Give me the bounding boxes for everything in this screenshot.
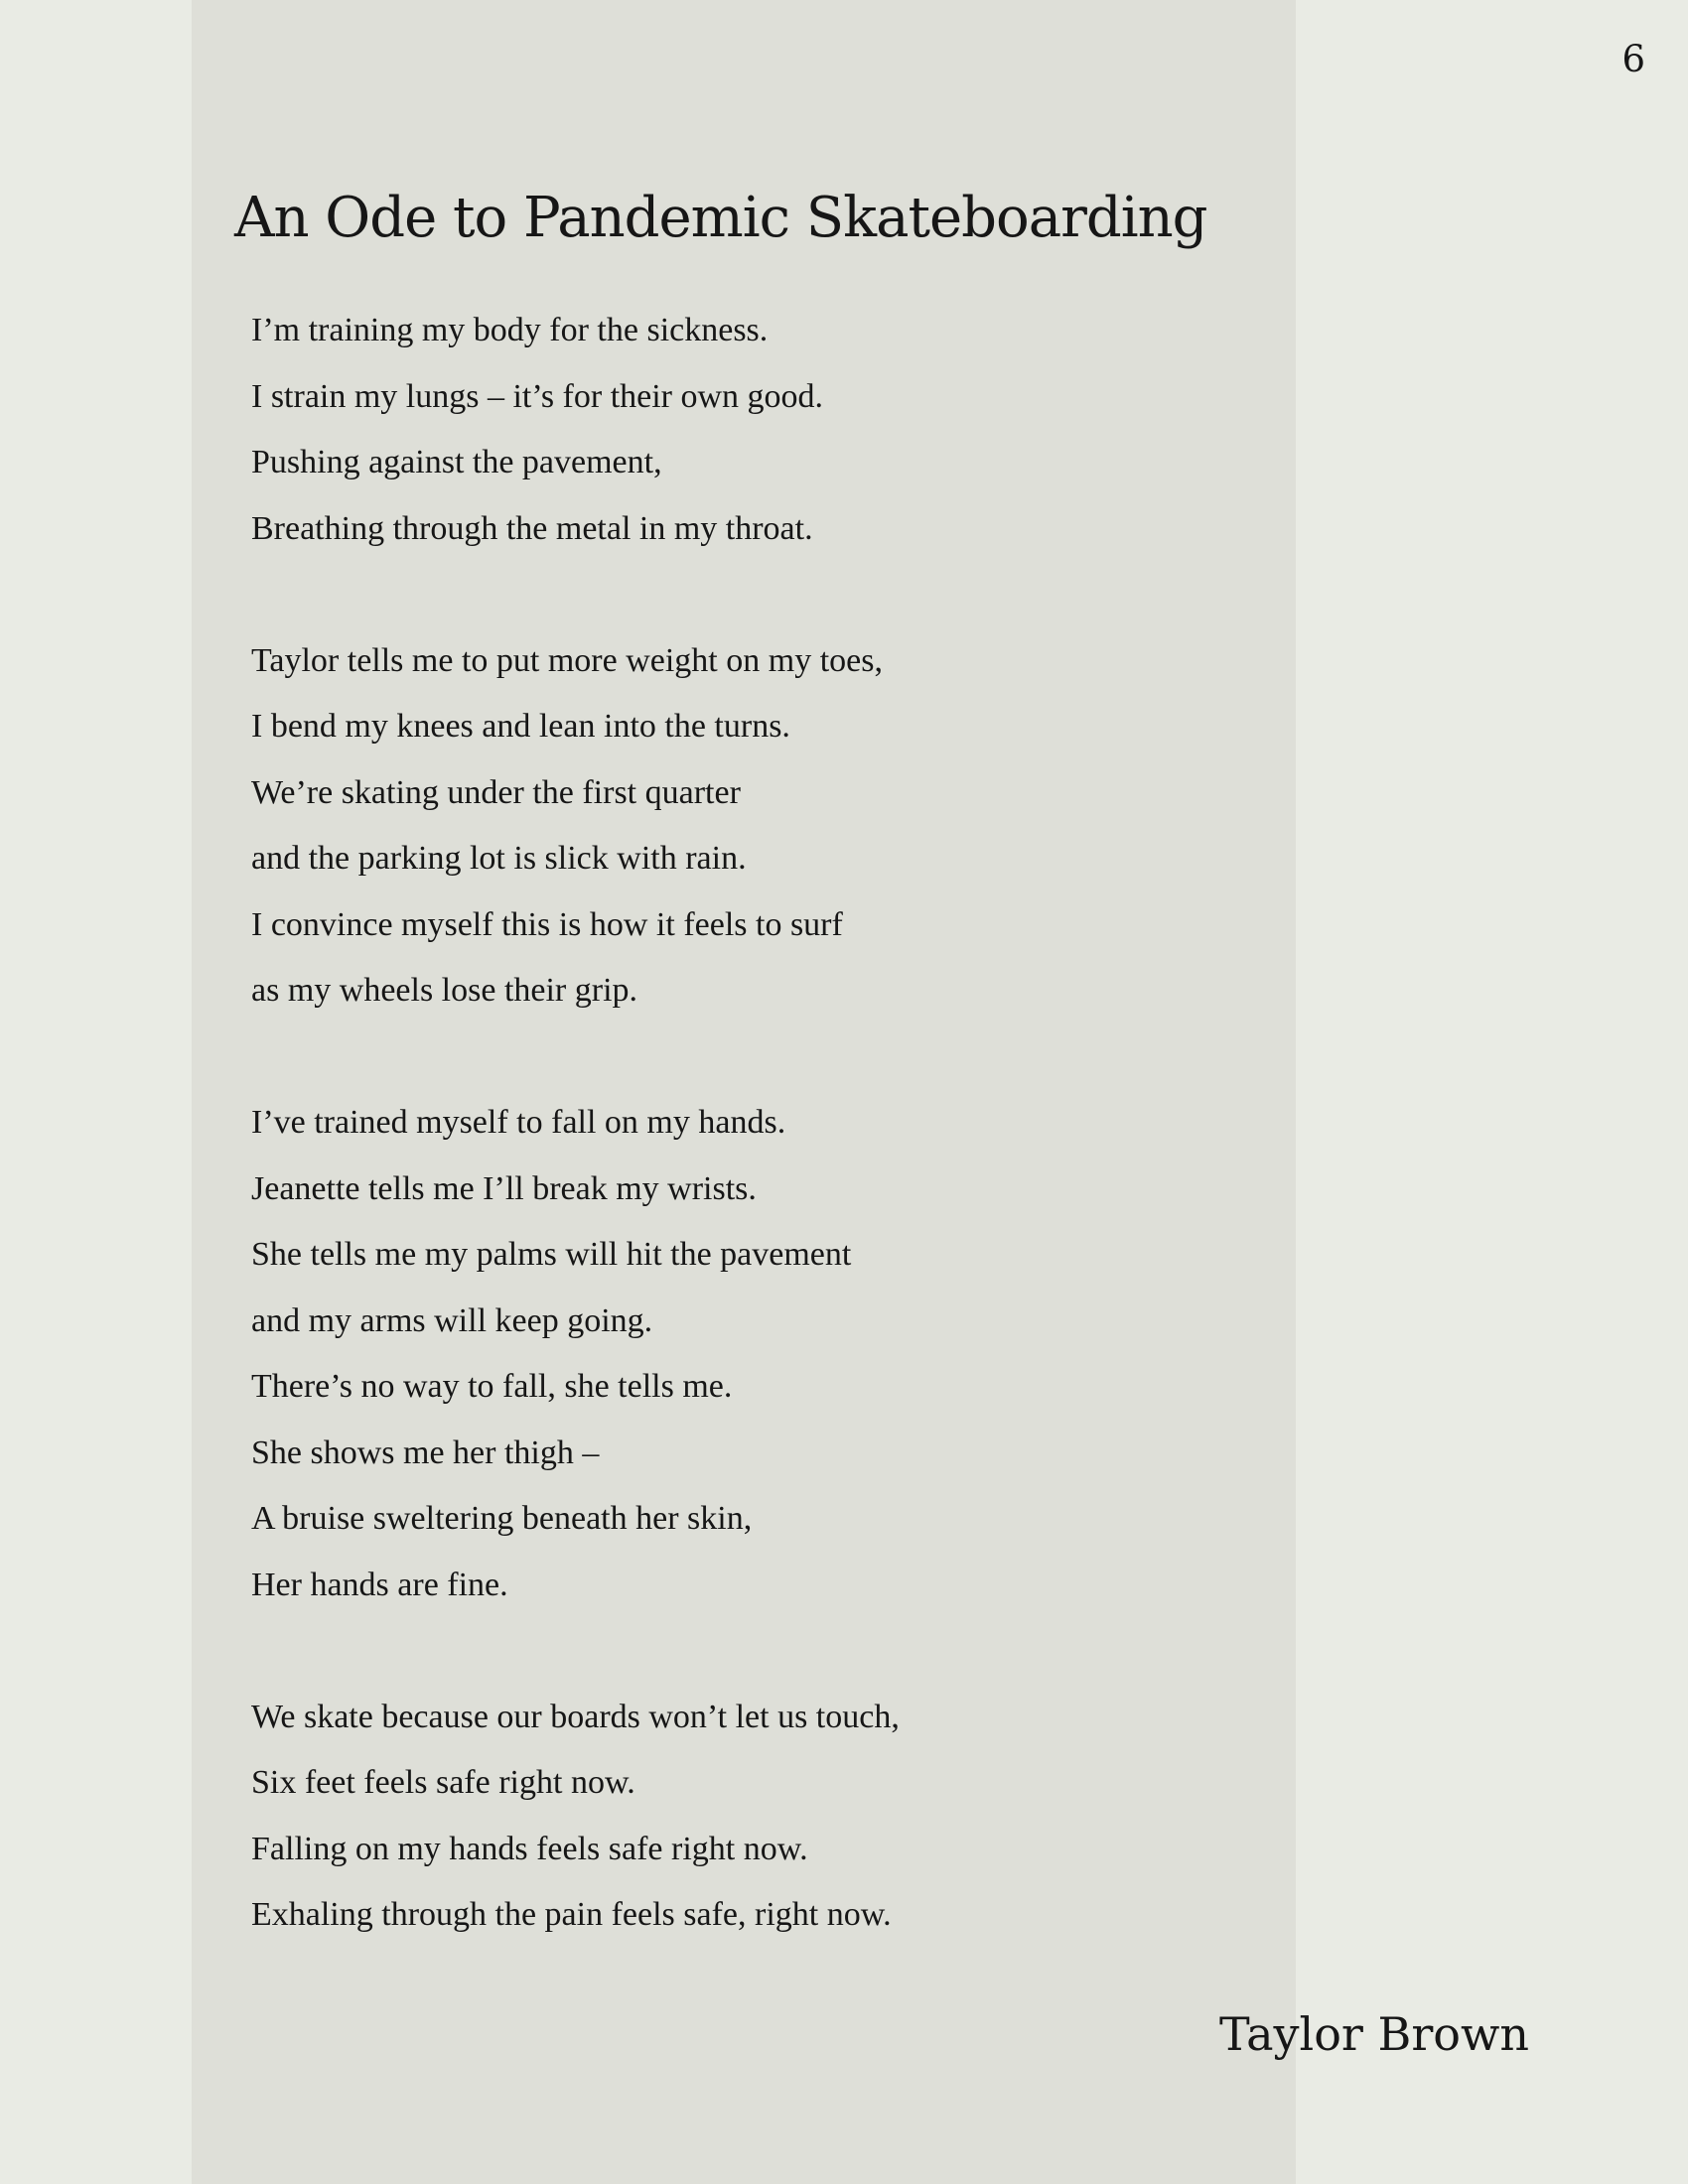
poem-body	[251, 304, 1244, 1955]
poem-line: Pushing against the pavement,	[251, 444, 662, 480]
author-name: Taylor Brown	[1218, 2007, 1529, 2061]
poem-line: A bruise sweltering beneath her skin,	[251, 1500, 753, 1537]
poem-line: as my wheels lose their grip.	[251, 972, 638, 1009]
poem-line: We’re skating under the first quarter	[251, 773, 741, 811]
poem-line: Falling on my hands feels safe right now.	[251, 1830, 808, 1867]
poem-line: Breathing through the metal in my throat.	[251, 509, 813, 547]
poem-line: Jeanette tells me I’ll break my wrists.	[251, 1169, 757, 1207]
poem-line: There’s no way to fall, she tells me.	[251, 1368, 733, 1405]
poem-line: Taylor tells me to put more weight on my toes,	[251, 641, 883, 679]
poem-line: Her hands are fine.	[251, 1566, 508, 1603]
poem-line: She shows me her thigh –	[251, 1433, 600, 1471]
poem-line: I bend my knees and lean into the turns.	[251, 708, 790, 745]
poem-line: and the parking lot is slick with rain.	[251, 840, 747, 877]
page-number: 6	[1621, 38, 1645, 80]
poem-line: I’m training my body for the sickness.	[251, 312, 769, 348]
poem-line: and my arms will keep going.	[251, 1301, 653, 1339]
stanza-4	[251, 1691, 1244, 1955]
poem-line: Exhaling through the pain feels safe, right now.	[251, 1896, 892, 1933]
stanza-1	[251, 304, 1244, 568]
stanza-2	[251, 634, 1244, 1030]
poem-line: Six feet feels safe right now.	[251, 1764, 635, 1801]
poem-line: I strain my lungs – it’s for their own good.	[251, 377, 824, 415]
stanza-3	[251, 1096, 1244, 1624]
poem-line: I’ve trained myself to fall on my hands.	[251, 1104, 786, 1141]
poem-line: She tells me my palms will hit the pavement	[251, 1236, 852, 1273]
poem-line: We skate because our boards won’t let us touch,	[251, 1698, 900, 1735]
poem-line: I convince myself this is how it feels to surf	[251, 905, 843, 943]
poem-title: An Ode to Pandemic Skateboarding	[234, 186, 1207, 250]
